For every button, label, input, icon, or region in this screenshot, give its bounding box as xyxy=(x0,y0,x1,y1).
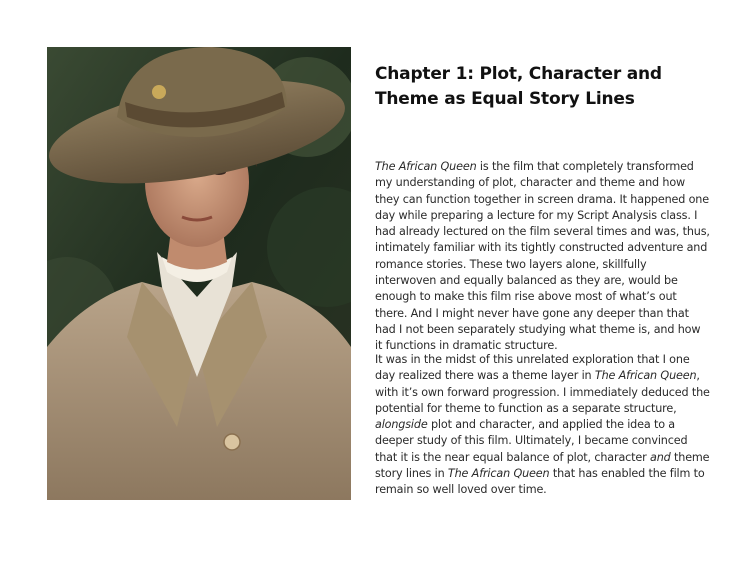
film-title: The African Queen xyxy=(375,160,477,173)
paragraph-2-part5: that has enabled the film to remain so well loved over time. xyxy=(375,467,705,497)
paragraph-2-part3: plot and character, and applied the idea to a deeper study of this film. Ultimately, I became convinced that it is the near equal balance of plot, character xyxy=(375,418,688,464)
emphasis-and: and xyxy=(650,450,671,464)
portrait-illustration xyxy=(47,47,351,500)
paragraph-1-text: is the film that completely transformed my understanding of plot, character and theme and how they can function together in screen drama. It happened one day while preparing a lecture for my Script Analysis class. I had already lectured on the film several times and was, thus, intimately familiar with its tightly constructed adventure and romance stories. These two layers alone, skillfully interwoven and equally balanced as they are, would be enough to make this film rise above most of what’s out there. And I might never have gone any deeper than that had I not been separately studying what theme is, and how it functions in dramatic structure. xyxy=(375,160,710,353)
portrait-photo xyxy=(47,47,351,500)
text-column xyxy=(375,62,710,497)
film-title: The African Queen xyxy=(594,369,697,383)
paragraph-2-part1: It was in the midst of this unrelated exploration that I one day realized there was a theme layer in xyxy=(375,353,690,383)
paragraph-2-part2: , with it’s own forward progression. I immediately deduced the potential for theme to function as a separate structure, xyxy=(375,369,710,415)
paragraph-1 xyxy=(375,159,710,355)
paragraph-2 xyxy=(375,352,710,499)
paragraph-2-part4: theme story lines in xyxy=(375,450,710,481)
film-title: The African Queen xyxy=(447,467,550,481)
chapter-title: Chapter 1: Plot, Character and Theme as Equal Story Lines xyxy=(375,64,662,109)
emphasis-alongside: alongside xyxy=(375,418,428,432)
